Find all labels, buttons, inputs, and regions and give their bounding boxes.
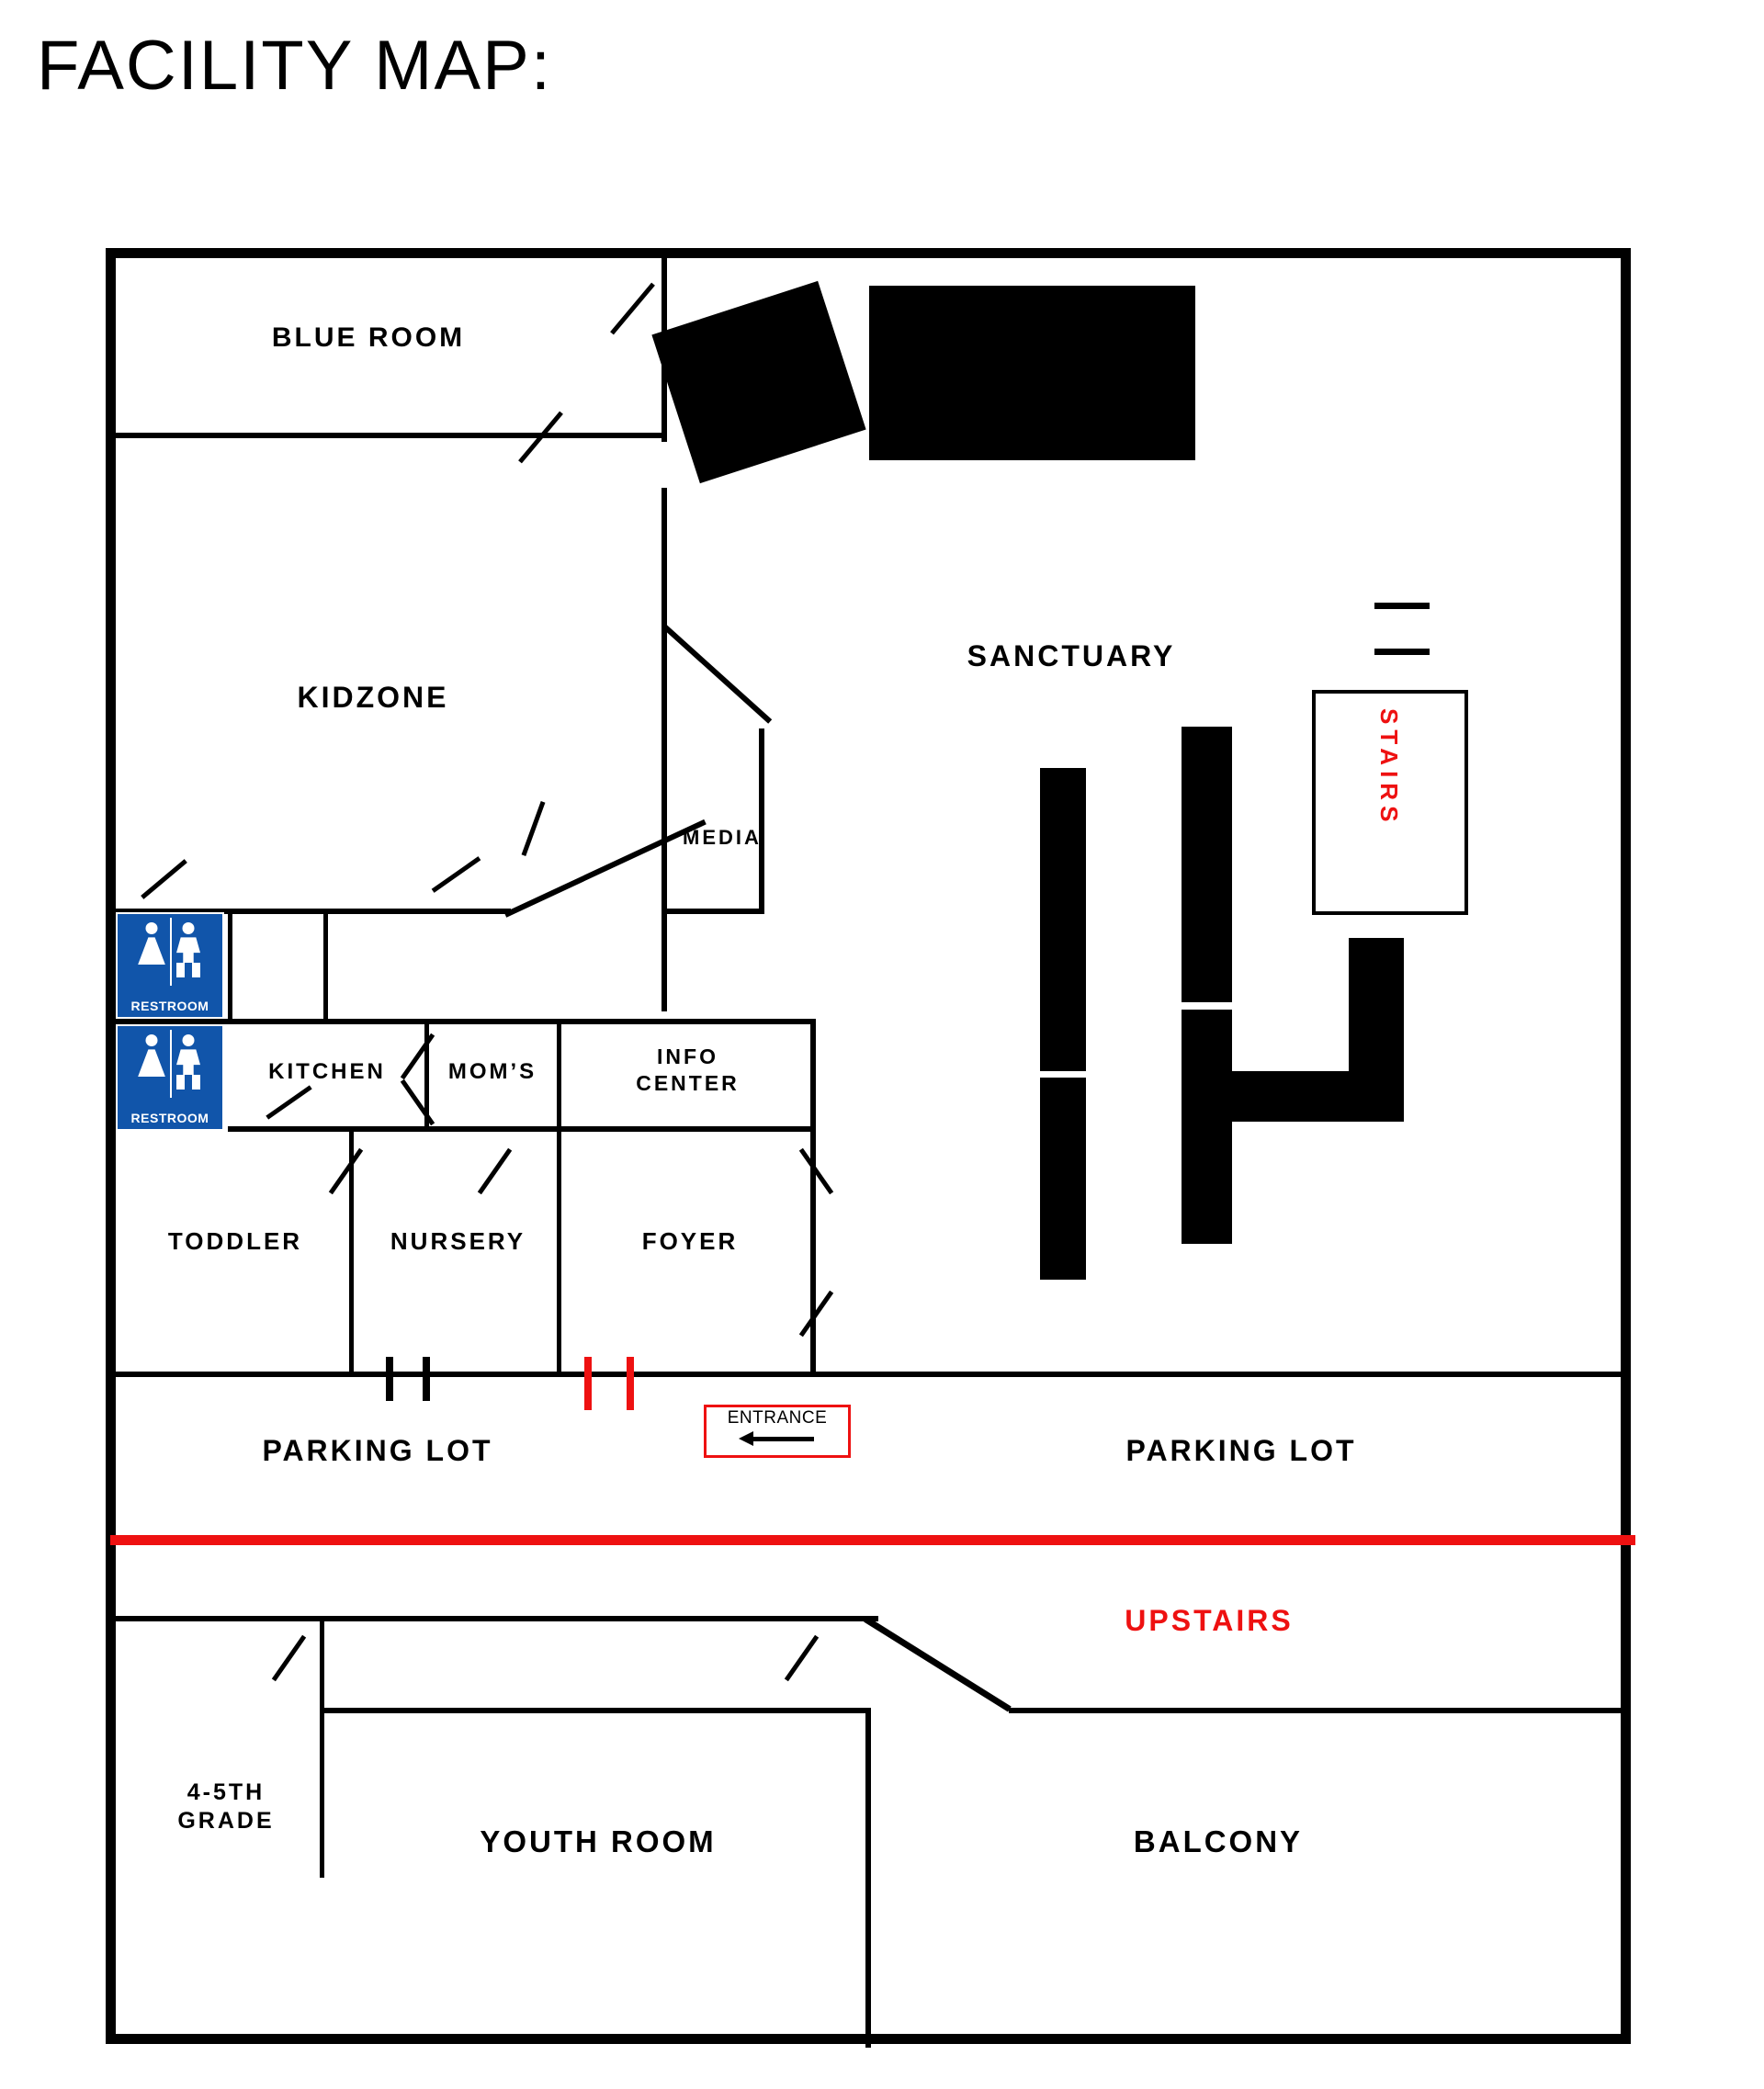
room-label-balcony: BALCONY (1133, 1824, 1304, 1858)
wall-moms-right (557, 1019, 561, 1131)
page-title: FACILITY MAP: (37, 27, 552, 105)
wall-corridor-v2 (323, 912, 328, 1022)
seating-block-left (1040, 768, 1086, 1071)
door-swing-youth (785, 1635, 819, 1681)
door-marker-red-2 (627, 1357, 634, 1410)
wall-nursery-right (557, 1131, 561, 1377)
door-swing-kidzone-2 (432, 856, 481, 893)
seating-block-left-lower (1040, 1078, 1086, 1280)
room-label-sanctuary: SANCTUARY (967, 639, 1176, 672)
wall-media-bottom (662, 909, 764, 914)
room-label-kitchen: KITCHEN (268, 1059, 386, 1084)
room-label-nursery: NURSERY (390, 1227, 526, 1255)
door-swing-foyer-bottom (799, 1291, 833, 1337)
seating-block-right (1182, 727, 1232, 1002)
room-label-blue-room: BLUE ROOM (271, 322, 466, 353)
door-swing-grade (272, 1635, 306, 1681)
grade-line-1: 4-5TH (187, 1779, 266, 1805)
grade-line-2: GRADE (177, 1808, 275, 1835)
room-label-info-center (566, 1044, 809, 1097)
wall-service-row-bottom (228, 1126, 816, 1132)
wall-kidzone-sanctuary-lower (662, 488, 667, 1011)
wall-media-right (759, 728, 764, 914)
restroom-caption-upper: RESTROOM (130, 999, 209, 1013)
entrance-sign (704, 1405, 851, 1458)
wall-media-diagonal (662, 625, 772, 724)
wall-corridor-v1 (228, 912, 232, 1022)
female-figure-icon (136, 1034, 167, 1091)
room-label-media: MEDIA (683, 826, 762, 849)
building-outline (106, 248, 1631, 2044)
room-label-grade-4-5 (134, 1778, 318, 1836)
room-label-parking-lot-right: PARKING LOT (1125, 1434, 1357, 1467)
door-marker-black-1 (386, 1357, 393, 1401)
room-label-upstairs: UPSTAIRS (1125, 1604, 1294, 1637)
male-figure-icon (173, 1034, 204, 1091)
l-block-horizontal (1229, 1071, 1404, 1122)
wall-grade-right (320, 1616, 324, 1878)
door-swing-kitchen-right2 (401, 1079, 435, 1125)
door-swing-kidzone-1 (522, 801, 546, 856)
door-swing-foyer-top (799, 1148, 833, 1194)
door-swing-kidzone-3 (141, 859, 187, 899)
door-swing-toddler (329, 1148, 363, 1194)
wall-youth-right (865, 1708, 871, 2048)
door-marker-red-1 (584, 1357, 592, 1410)
male-figure-icon (173, 922, 204, 979)
room-label-stairs: STAIRS (1375, 708, 1403, 828)
arrow-left-icon (739, 1430, 816, 1447)
restroom-divider (170, 1030, 172, 1098)
floor-divider-line (110, 1535, 1635, 1545)
wall-upstairs-diagonal (864, 1617, 1012, 1712)
restroom-sign-upper (116, 912, 224, 1019)
door-swing-kitchen-left (266, 1085, 311, 1119)
wall-blue-room-bottom (116, 433, 667, 438)
room-label-youth-room: YOUTH ROOM (480, 1824, 717, 1858)
entrance-label: ENTRANCE (727, 1408, 828, 1428)
room-label-foyer: FOYER (641, 1227, 739, 1255)
wall-stub-upper-2 (1374, 649, 1430, 655)
info-center-line-2: CENTER (636, 1070, 740, 1095)
room-label-toddler: TODDLER (167, 1227, 303, 1255)
restroom-sign-lower (116, 1024, 224, 1131)
female-figure-icon (136, 922, 167, 979)
info-center-line-1: INFO (657, 1044, 718, 1068)
room-label-parking-lot-left: PARKING LOT (262, 1434, 493, 1467)
wall-upstairs-top (116, 1616, 878, 1621)
seating-block-right-lower (1182, 1010, 1232, 1244)
wall-bottom-rooms (116, 1372, 1621, 1377)
door-swing-blue-room-top (610, 283, 655, 335)
wall-upstairs-top-right (1009, 1708, 1621, 1713)
restroom-caption-lower: RESTROOM (130, 1111, 209, 1125)
door-marker-black-2 (423, 1357, 430, 1401)
sanctuary-angled-block (651, 281, 865, 483)
restroom-divider (170, 918, 172, 986)
wall-youth-top (320, 1708, 871, 1713)
room-label-kidzone: KIDZONE (297, 681, 449, 714)
room-label-moms: MOM’S (447, 1059, 537, 1084)
wall-stub-upper-1 (1374, 603, 1430, 609)
sanctuary-stage-block (869, 286, 1195, 460)
door-swing-nursery (478, 1148, 512, 1194)
